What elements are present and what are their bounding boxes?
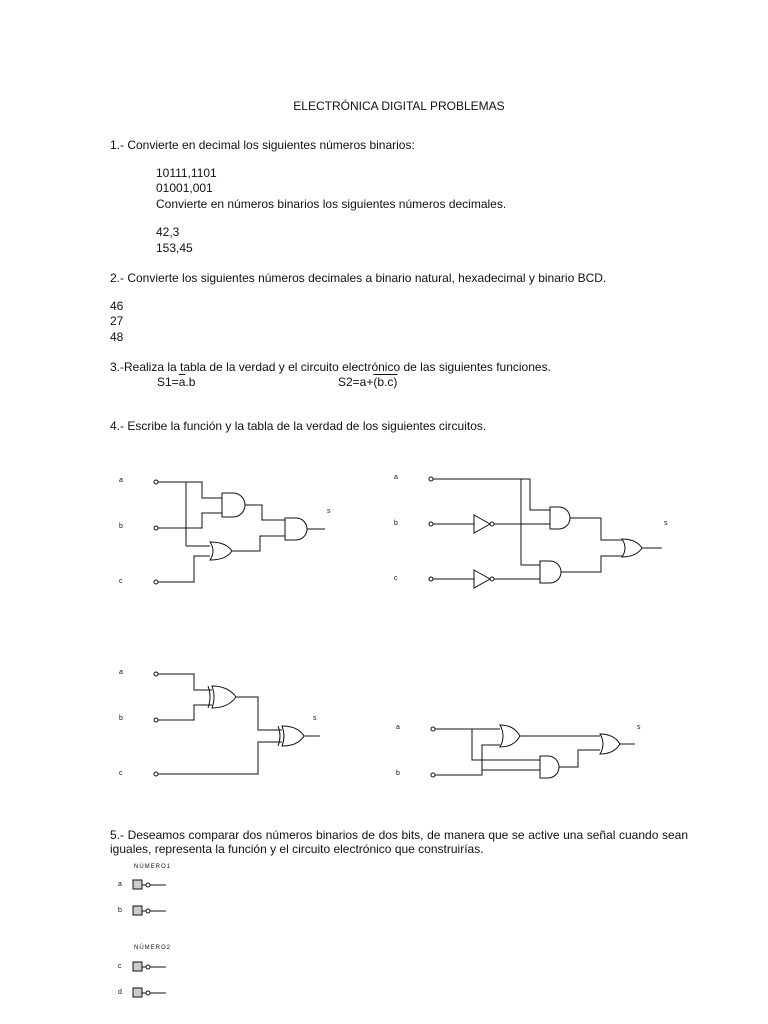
q5-input-c: c — [118, 963, 122, 970]
c1-label-c: c — [119, 578, 123, 585]
c3-label-c: c — [119, 770, 123, 777]
q3-s1: $S1=\overline{a}.b$ — [157, 375, 196, 389]
circuit-3 — [154, 672, 320, 776]
c3-label-b: b — [119, 715, 123, 722]
c3-label-s: s — [313, 715, 317, 722]
c2-label-c: c — [394, 575, 398, 582]
page-title: ELECTRÓNICA DIGITAL PROBLEMAS — [293, 99, 505, 113]
c2-label-s: s — [664, 520, 668, 527]
c1-label-a: a — [119, 477, 123, 484]
q5-number2-label: NÚMERO2 — [134, 945, 172, 951]
q3-heading: 3.-Realiza la tabla de la verdad y el circuito electrónico de las siguientes funciones. — [110, 360, 551, 374]
c2-label-a: a — [394, 474, 398, 481]
q1-heading: 1.- Convierte en decimal los siguientes números binarios: — [110, 138, 415, 152]
c2-label-b: b — [394, 520, 398, 527]
q1-decimal-2: 153,45 — [156, 241, 193, 255]
q2-item-1: 46 — [110, 299, 124, 313]
circuit-4 — [431, 725, 635, 778]
q1-binary-2: 01001,001 — [156, 181, 213, 195]
c4-label-a: a — [396, 724, 400, 731]
c1-label-b: b — [119, 523, 123, 530]
q5-number1-label: NÚMERO1 — [134, 864, 172, 870]
q5-input-b: b — [118, 907, 122, 914]
q5-heading: 5.- Deseamos comparar dos números binarios de dos bits, de manera que se active una señal cuando sean iguales, representa la función y el circuito electrónico que construirías. — [110, 828, 688, 856]
q1-binary-1: 10111,1101 — [156, 166, 217, 180]
circuit-2 — [429, 477, 662, 588]
q5-input-d: d — [118, 989, 122, 996]
c1-label-s: s — [327, 508, 331, 515]
q1-subheading: Convierte en números binarios los siguientes números decimales. — [156, 197, 507, 211]
q3-s2: S2=a+(b.c) — [338, 375, 398, 389]
q1-decimal-1: 42,3 — [156, 225, 180, 239]
q2-item-2: 27 — [110, 314, 124, 328]
c4-label-b: b — [396, 770, 400, 777]
c3-label-a: a — [119, 669, 123, 676]
q2-heading: 2.- Convierte los siguientes números decimales a binario natural, hexadecimal y binario BCD. — [110, 271, 607, 285]
q4-heading: 4.- Escribe la función y la tabla de la verdad de los siguientes circuitos. — [110, 419, 487, 433]
q5-inputs — [133, 880, 166, 997]
q5-input-a: a — [118, 881, 122, 888]
q2-item-3: 48 — [110, 330, 124, 344]
c4-label-s: s — [637, 724, 641, 731]
circuit-1 — [154, 480, 325, 584]
